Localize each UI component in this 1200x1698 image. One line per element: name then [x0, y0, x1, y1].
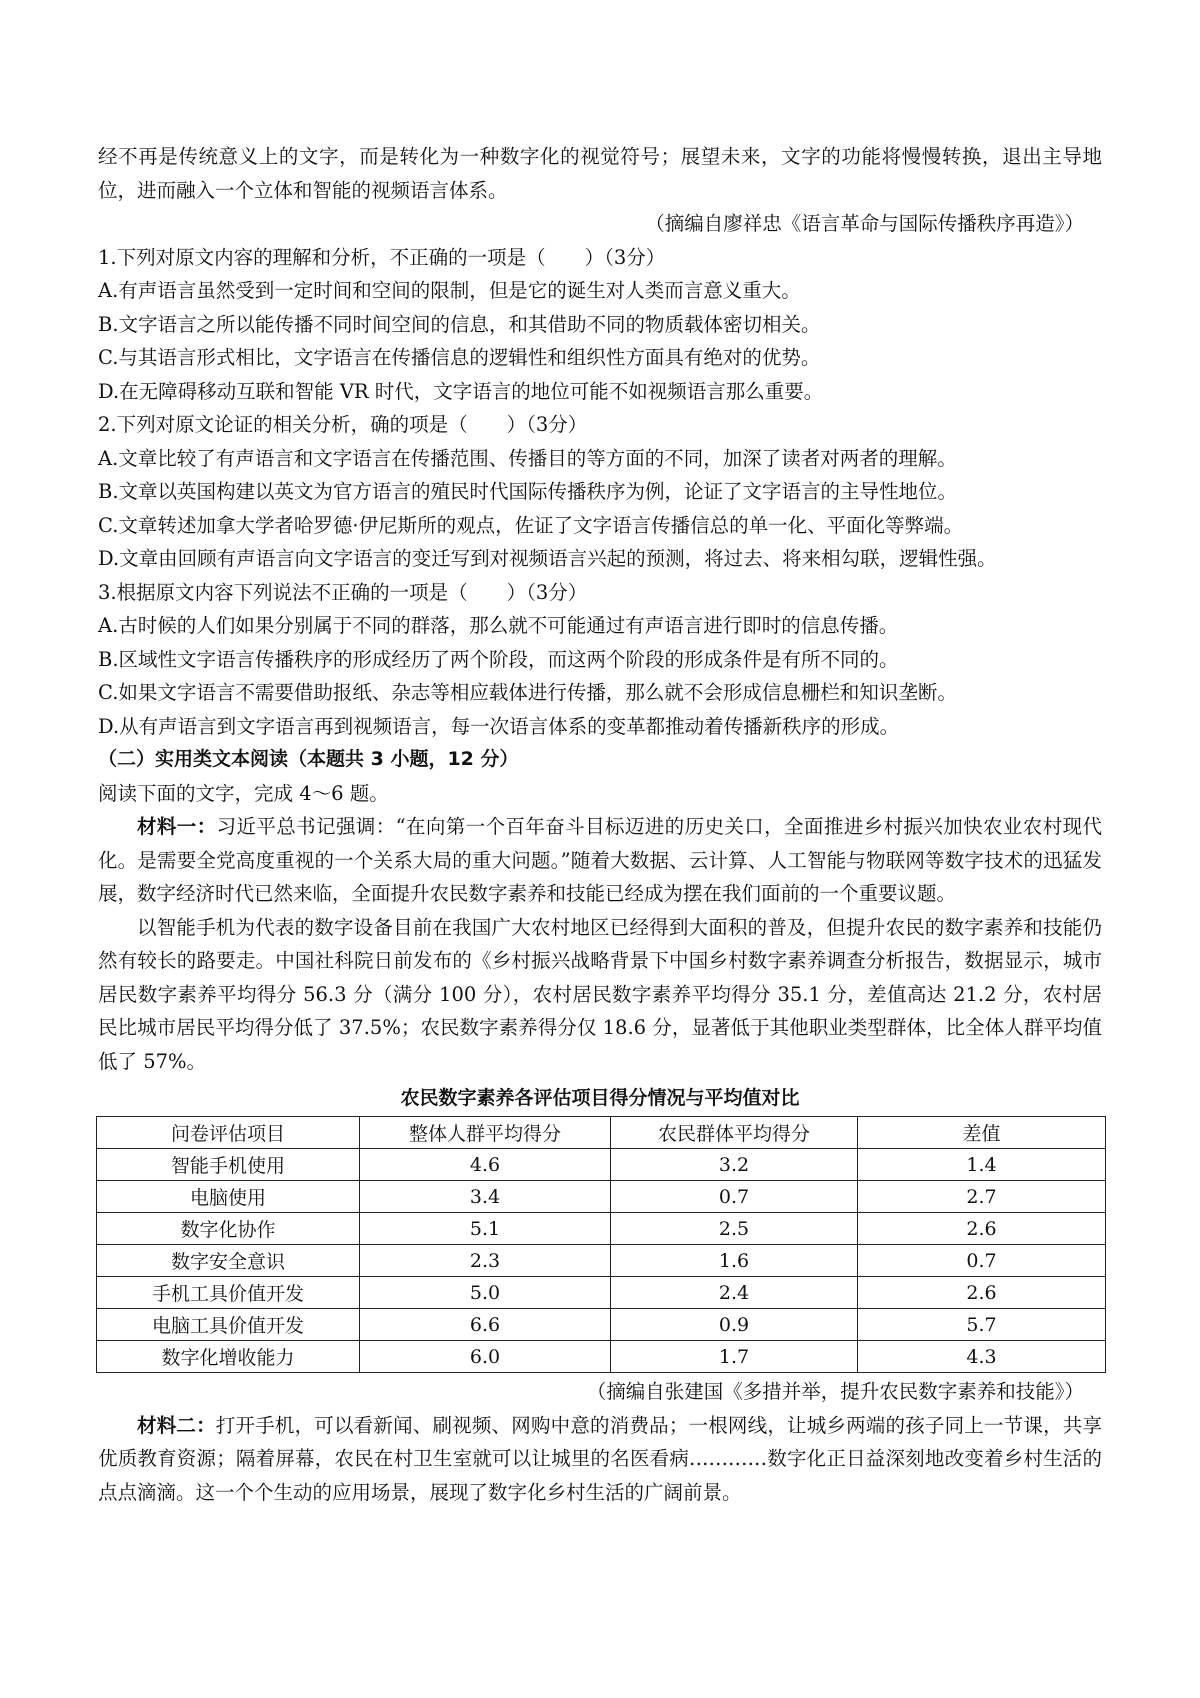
intro-source: （摘编自廖祥忠《语言革命与国际传播秩序再造》） — [645, 212, 1084, 235]
table-cell: 0.7 — [858, 1245, 1106, 1277]
table-cell: 3.4 — [360, 1181, 611, 1213]
option-d: D.从有声语言到文字语言再到视频语言，每一次语言体系的变革都推动着传播新秩序的形成。 — [98, 714, 900, 738]
option-c: C.文章转述加拿大学者哈罗德·伊尼斯所的观点，佐证了文字语言传播信总的单一化、平面化等弊端。 — [98, 513, 964, 537]
table-header-cell: 问卷评估项目 — [97, 1117, 360, 1149]
option-b: B.区域性文字语言传播秩序的形成经历了两个阶段，而这两个阶段的形成条件是有所不同的。 — [98, 647, 899, 671]
option-d: D.在无障碍移动互联和智能 VR 时代，文字语言的地位可能不如视频语言那么重要。 — [98, 379, 824, 403]
table-cell: 数字化协作 — [97, 1213, 360, 1245]
table-cell: 6.6 — [360, 1309, 611, 1341]
material-1-paragraph-2: 以智能手机为代表的数字设备目前在我国广大农村地区已经得到大面积的普及，但提升农民的数字素养和技能仍然有较长的路要走。中国社科院日前发布的《乡村振兴战略背景下中国乡村数字素养调查分析报告，数据显示，城市居民数字素养平均得分 56.3 分（满分 100 分），农村居民数字素养平均得分 35.1 分，差值高达 21.2 分，农村居民比城市居民平均得分低了 37.5%；农民数字素养得分仅 18.6 分，显著低于其他职业类型群体，比全体人群平均值低了 57%。 — [98, 915, 1102, 1073]
table-cell: 电脑工具价值开发 — [97, 1309, 360, 1341]
table-cell: 2.5 — [611, 1213, 858, 1245]
table-cell: 5.0 — [360, 1277, 611, 1309]
intro-paragraph: 经不再是传统意义上的文字，而是转化为一种数字化的视觉符号；展望未来，文字的功能将慢慢转换，退出主导地位，进而融入一个立体和智能的视频语言体系。 — [98, 145, 1102, 202]
table-cell: 智能手机使用 — [97, 1149, 360, 1181]
table-cell: 数字化增收能力 — [97, 1341, 360, 1373]
table-header-cell: 整体人群平均得分 — [360, 1117, 611, 1149]
option-a: A.有声语言虽然受到一定时间和空间的限制，但是它的诞生对人类而言意义重大。 — [98, 279, 801, 302]
table-cell: 数字安全意识 — [97, 1245, 360, 1277]
table-cell: 0.7 — [611, 1181, 858, 1213]
page-content — [98, 140, 1102, 1509]
table-cell: 3.2 — [611, 1149, 858, 1181]
question-1 — [98, 241, 1102, 409]
material-1-text: 习近平总书记强调：“在向第一个百年奋斗目标迈进的历史关口，全面推进乡村振兴加快农业农村现代化。是需要全党高度重视的一个关系大局的重大问题。”随着大数据、云计算、人工智能与物联网等数字技术的迅猛发展，数字经济时代已然来临，全面提升农民数字素养和技能已经成为摆在我们面前的一个重要议题。 — [98, 815, 1102, 905]
section-instruction: 阅读下面的文字，完成 4～6 题。 — [98, 781, 389, 805]
table-cell: 2.3 — [360, 1245, 611, 1277]
table-cell: 2.7 — [858, 1181, 1106, 1213]
table-cell: 1.7 — [611, 1341, 858, 1373]
table-cell: 5.7 — [858, 1309, 1106, 1341]
question-2 — [98, 408, 1102, 576]
option-b: B.文章以英国构建以英文为官方语言的殖民时代国际传播秩序为例，论证了文字语言的主导性地位。 — [98, 480, 958, 503]
table-row — [97, 1149, 1106, 1181]
material-2-label: 材料二： — [137, 1413, 216, 1437]
table-cell: 2.6 — [858, 1277, 1106, 1309]
option-d: D.文章由回顾有声语言向文字语言的变迁写到对视频语言兴起的预测，将过去、将来相勾联，逻辑性强。 — [98, 547, 997, 570]
table-caption: 农民数字素养各评估项目得分情况与平均值对比 — [400, 1087, 800, 1109]
table-header-cell: 差值 — [858, 1117, 1106, 1149]
score-table — [96, 1116, 1106, 1373]
table-row — [97, 1309, 1106, 1341]
table-cell: 2.4 — [611, 1277, 858, 1309]
question-stem: 2.下列对原文论证的相关分析，确的项是（ ）（3分） — [98, 413, 588, 436]
table-row — [97, 1181, 1106, 1213]
table-cell: 4.6 — [360, 1149, 611, 1181]
table-cell: 电脑使用 — [97, 1181, 360, 1213]
table-cell: 5.1 — [360, 1213, 611, 1245]
table-body — [97, 1149, 1106, 1373]
question-stem: 1.下列对原文内容的理解和分析，不正确的一项是（ ）（3分） — [98, 245, 666, 269]
table-row — [97, 1277, 1106, 1309]
table-header-cell: 农民群体平均得分 — [611, 1117, 858, 1149]
material-2-paragraph — [98, 1409, 1102, 1510]
table-source: （摘编自张建国《多措并举，提升农民数字素养和技能》） — [586, 1380, 1084, 1403]
table-cell: 6.0 — [360, 1341, 611, 1373]
option-c: C.与其语言形式相比，文字语言在传播信息的逻辑性和组织性方面具有绝对的优势。 — [98, 346, 821, 369]
table-cell: 手机工具价值开发 — [97, 1277, 360, 1309]
material-1-paragraph — [98, 810, 1102, 911]
section-heading: （二）实用类文本阅读（本题共 3 小题，12 分） — [98, 748, 519, 770]
option-a: A.古时候的人们如果分别属于不同的群落，那么就不可能通过有声语言进行即时的信息传播。 — [98, 614, 899, 637]
table-row — [97, 1341, 1106, 1373]
table-cell: 2.6 — [858, 1213, 1106, 1245]
question-3 — [98, 576, 1102, 744]
table-row — [97, 1245, 1106, 1277]
option-a: A.文章比较了有声语言和文字语言在传播范围、传播目的等方面的不同，加深了读者对两者的理解。 — [98, 446, 957, 470]
table-cell: 1.6 — [611, 1245, 858, 1277]
table-row — [97, 1213, 1106, 1245]
table-header-row — [97, 1117, 1106, 1149]
option-b: B.文字语言之所以能传播不同时间空间的信息，和其借助不同的物质载体密切相关。 — [98, 312, 821, 336]
table-cell: 0.9 — [611, 1309, 858, 1341]
table-cell: 4.3 — [858, 1341, 1106, 1373]
material-2-text: 打开手机，可以看新闻、刷视频、网购中意的消费品；一根网线，让城乡两端的孩子同上一节课，共享优质教育资源；隔着屏幕，农民在村卫生室就可以让城里的名医看病…………数字化正日益深刻地改变着乡村生活的点点滴滴。这一个个生动的应用场景，展现了数字化乡村生活的广阔前景。 — [98, 1413, 1102, 1504]
table-cell: 1.4 — [858, 1149, 1106, 1181]
option-c: C.如果文字语言不需要借助报纸、杂志等相应载体进行传播，那么就不会形成信息栅栏和知识垄断。 — [98, 681, 957, 704]
question-stem: 3.根据原文内容下列说法不正确的一项是（ ）（3分） — [98, 580, 588, 604]
material-1-label: 材料一： — [137, 815, 217, 838]
